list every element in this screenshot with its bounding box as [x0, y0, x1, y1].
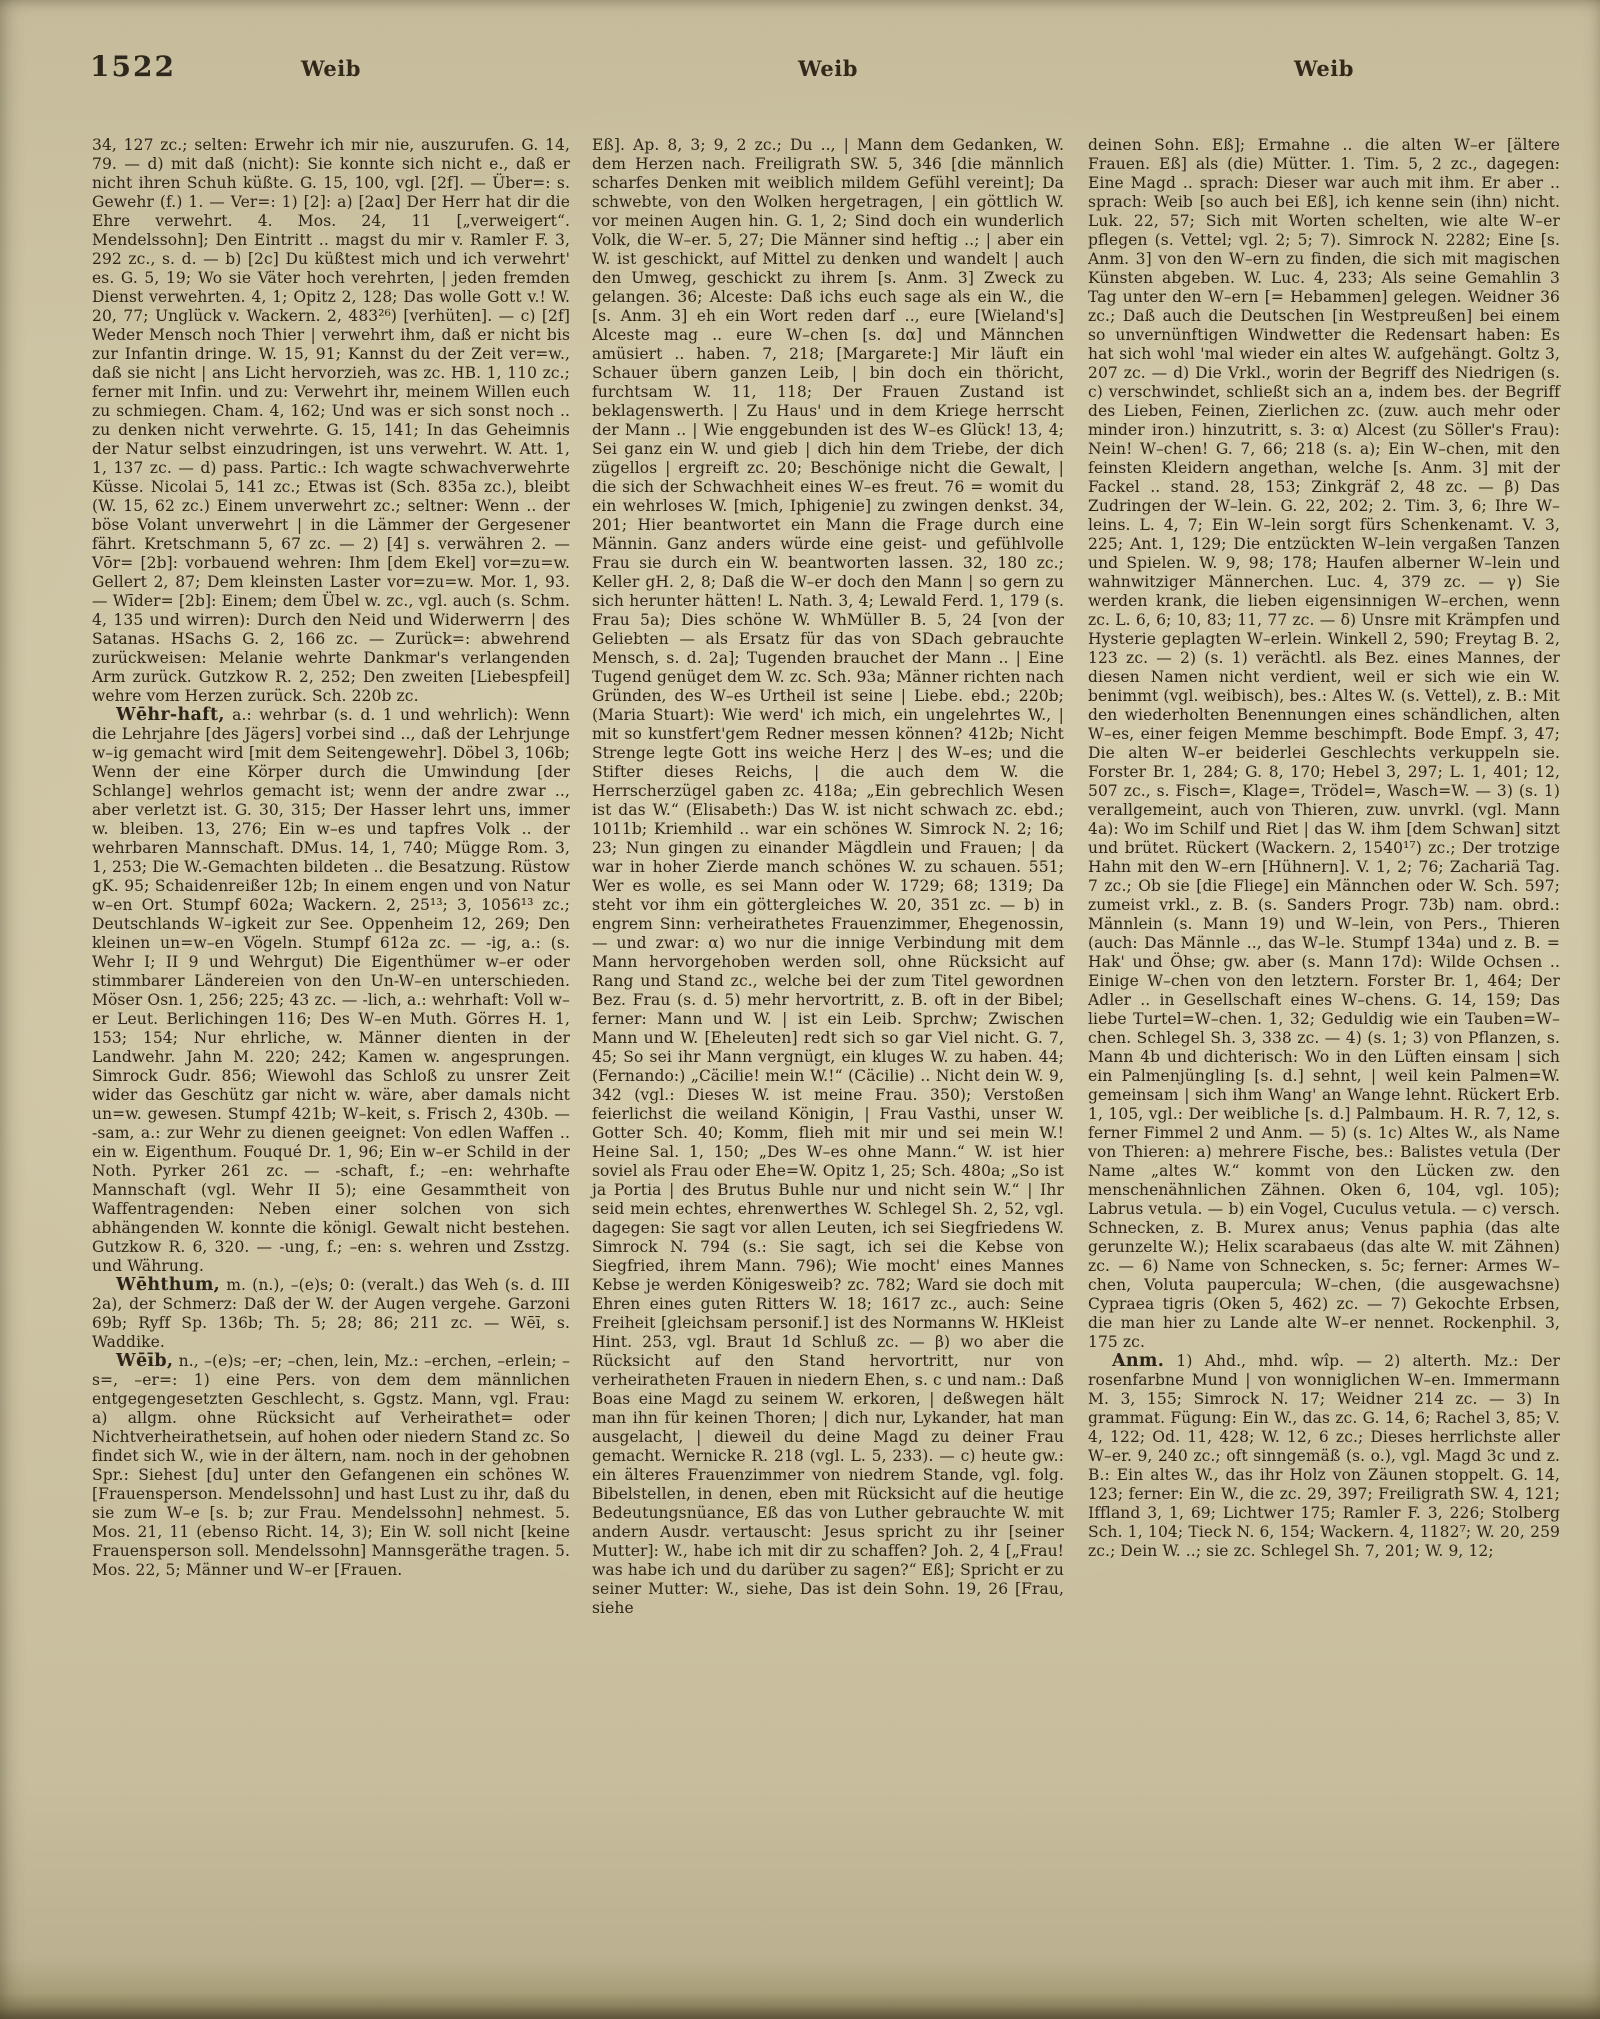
- page-bottom-edge-shadow: [0, 1993, 1600, 2019]
- paragraph: Wēhr-haft, a.: wehrbar (s. d. 1 und wehrlich): Wenn die Lehrjahre [des Jägers] vorbei sind .., daß der Lehrjunge w–ig gemacht wird [mit dem Seitengewehr]. Döbel 3, 106b; Wenn der eine Körper durch die Umwindung [der Schlange] wehrlos gemacht ist; wenn der andre zwar .., aber verletzt ist. G. 30, 315; Der Hasser lehrt uns, immer w. bleiben. 13, 276; Ein w–es und tapfres Volk .. der wehrbaren Mannschaft. DMus. 14, 1, 740; Mügge Rom. 3, 1, 253; Die W.-Gemachten bildeten .. die Besatzung. Rüstow gK. 95; Schaidenreißer 12b; In einem engen und von Natur w–en Ort. Stumpf 602a; Wackern. 2, 25¹³; 3, 1056¹³ zc.; Deutschlands W–igkeit zur See. Oppenheim 12, 269; Den kleinen un=w–en Vögeln. Stumpf 612a zc. — -ig, a.: (s. Wehr I; II 9 und Wehrgut) Die Eigenthümer w–er oder stimmbarer Ländereien von den Un-W–en unterschieden. Möser Osn. 1, 256; 225; 43 zc. — -lich, a.: wehrhaft: Voll w–er Leut. Berlichingen 116; Des W–en Muth. Görres H. 1, 153; 154; Nur ehrliche, w. Männer dienten in der Landwehr. Jahn M. 220; 242; Kamen w. angesprungen. Simrock Gudr. 856; Wiewohl das Schloß zu unsrer Zeit wider das Geschütz gar nicht w. wäre, aber damals nicht un=w. gewesen. Stumpf 421b; W–keit, s. Frisch 2, 430b. — -sam, a.: zur Wehr zu dienen geeignet: Von edlen Waffen .. ein w. Eigenthum. Fouqué Dr. 1, 96; Ein w–er Schild in der Noth. Pyrker 261 zc. — -schaft, f.; –en: wehrhafte Mannschaft (vgl. Wehr II 5); eine Gesammtheit von Waffentragenden: Neben einer solchen von sich abhängenden W. konnte die königl. Gewalt nicht bestehen. Gutzkow R. 6, 320. — -ung, f.; –en: s. wehren und Zsstzg. und Währung.: [92, 705, 570, 1275]
- entry-headword: Anm.: [1112, 1351, 1165, 1371]
- paragraph: 34, 127 zc.; selten: Erwehr ich mir nie, auszurufen. G. 14, 79. — d) mit daß (nicht): Sie konnte sich nicht e., daß er nicht ihren Schuh küßte. G. 15, 100, vgl. [2f]. — Über=: s. Gewehr (f.) 1. — Ver=: 1) [2]: a) [2aα] Der Herr hat dir die Ehre verwehrt. 4. Mos. 24, 11 [„verweigert“. Mendelssohn]; Den Eintritt .. magst du mir v. Ramler F. 3, 292 zc., s. d. — b) [2c] Du küßtest mich und ich verwehrt' es. G. 5, 19; Wo sie Väter hoch verehrten, | jeden fremden Dienst verwehrten. 4, 1; Opitz 2, 128; Das wolle Gott v.! W. 20, 77; Unglück v. Wackern. 2, 483²⁶) [verhüten]. — c) [2f] Weder Mensch noch Thier | verwehrt ihm, daß er nicht bis zur Infantin dringe. W. 15, 91; Kannst du der Zeit ver=w., daß sie nicht | ans Licht hervorzieh, was zc. HB. 1, 110 zc.; ferner mit Infin. und zu: Verwehrt ihr, meinem Willen euch zu schmiegen. Cham. 4, 162; Und was er sich sonst noch .. zu denken nicht verwehrte. G. 15, 141; In das Geheimnis der Natur selbst einzudringen, ist uns verwehrt. W. Att. 1, 1, 137 zc. — d) pass. Partic.: Ich wagte schwachverwehrte Küsse. Nicolai 5, 141 zc.; Etwas ist (Sch. 835a zc.), bleibt (W. 15, 62 zc.) Einem unverwehrt zc.; seltner: Wenn .. der böse Volant unverwehrt | in die Lämmer der Gergesener fährt. Kretschmann 5, 67 zc. — 2) [4] s. verwähren 2. — Vōr= [2b]: vorbauend wehren: Ihm [dem Ekel] vor=zu=w. Gellert 2, 87; Dem kleinsten Laster vor=zu=w. Mor. 1, 93. — Wīder= [2b]: Einem; dem Übel w. zc., vgl. auch (s. Schm. 4, 135 und wirren): Durch den Neid und Widerwerrn | des Satanas. HSachs G. 2, 166 zc. — Zurück=: abwehrend zurückweisen: Melanie wehrte Dankmar's verlangenden Arm zurück. Gutzkow R. 2, 252; Den zweiten [Liebespfeil] wehre vom Herzen zurück. Sch. 220b zc.: [92, 136, 570, 705]
- text-column-3: [1088, 136, 1560, 1561]
- page-number: 1522: [90, 50, 176, 83]
- entry-headword: Wēhthum,: [116, 1275, 221, 1295]
- text-column-2: [592, 136, 1064, 1618]
- paragraph: Wēīb, n., –(e)s; –er; –chen, lein, Mz.: –erchen, –erlein; –s=, –er=: 1) eine Pers. von dem dem männlichen entgegengesetzten Geschlecht, s. Ggstz. Mann, vgl. Frau: a) allgm. ohne Rücksicht auf Verheirathet= oder Nichtverheirathetsein, auf hohen oder niedern Stand zc. So findet sich W., wie in der ältern, nam. noch in der gehobnen Spr.: Siehest [du] unter den Gefangenen ein schönes W. [Frauensperson. Mendelssohn] und hast Lust zu ihr, daß du sie zum W–e [s. b; zur Frau. Mendelssohn] nehmest. 5. Mos. 21, 11 (ebenso Richt. 14, 3); Ein W. soll nicht [keine Frauensperson soll. Mendelssohn] Mannsgeräthe tragen. 5. Mos. 22, 5; Männer und W–er [Frauen.: [92, 1351, 570, 1579]
- running-head-column-3: Weib: [1294, 56, 1354, 81]
- entry-headword: Wēhr-haft,: [116, 705, 225, 725]
- paragraph: Eß]. Ap. 8, 3; 9, 2 zc.; Du .., | Mann dem Gedanken, W. dem Herzen nach. Freiligrath SW. 5, 346 [die männlich scharfes Denken mit weiblich mildem Gefühl vereint]; Da schwebte, von den Wolken hergetragen, | ein göttlich W. vor meinen Augen hin. G. 1, 2; Sind doch ein wunderlich Volk, die W–er. 5, 27; Die Männer sind heftig ..; | aber ein W. ist geschickt, auf Mittel zu denken und wandelt | auch den Umweg, geschickt zu ihrem [s. Anm. 3] Zweck zu gelangen. 36; Alceste: Daß ichs euch sage als ein W., die [s. Anm. 3] eh ein Wort reden darf .., eure [Wieland's] Alceste mag .. eure W–chen [s. dα] und Männchen amüsiert .. haben. 7, 218; [Margarete:] Mir läuft ein Schauer übern ganzen Leib, | bin doch ein thöricht, furchtsam W. 11, 118; Der Frauen Zustand ist beklagenswerth. | Zu Haus' und in dem Kriege herrscht der Mann .. | Wie enggebunden ist des W–es Glück! 13, 4; Sei ganz ein W. und gieb | dich hin dem Triebe, der dich zügellos | ergreift zc. 20; Beschönige nicht die Gewalt, | die sich der Schwachheit eines W–es freut. 76 = womit du ein wehrloses W. [mich, Iphigenie] zu zwingen denkst. 34, 201; Hier beantwortet ein Mann die Frage durch eine Männin. Ganz anders würde eine geist- und gefühlvolle Frau sie durch ein W. beantworten lassen. 32, 180 zc.; Keller gH. 2, 8; Daß die W–er doch den Mann | so gern zu sich herunter hätten! L. Nath. 3, 4; Lewald Ferd. 1, 179 (s. Frau 5a); Dies schöne W. WhMüller B. 5, 24 [von der Geliebten — als Ersatz für das von SDach gebrauchte Mensch, s. d. 2a]; Tugenden brauchet der Mann .. | Eine Tugend genüget dem W. zc. Sch. 93a; Männer richten nach Gründen, des W–es Urtheil ist seine | Liebe. ebd.; 220b; (Maria Stuart): Wie werd' ich mich, ein ungelehrtes W., | mit so kunstfert'gem Redner messen können? 412b; Nicht Strenge legte Gott ins weiche Herz | des W–es; und die Stifter dieses Reichs, | die auch dem W. die Herrscherzügel gaben zc. 418a; „Ein gebrechlich Wesen ist das W.“ (Elisabeth:) Das W. ist nicht schwach zc. ebd.; 1011b; Kriemhild .. war ein schönes W. Simrock N. 2; 16; 23; Nun gingen zu einander Mägdlein und Frauen; | da war in hoher Zierde manch schönes W. zu schauen. 551; Wer es wolle, es sei Mann oder W. 1729; 68; 1319; Da steht vor ihm ein göttergleiches W. 20, 351 zc. — b) in engrem Sinn: verheirathetes Frauenzimmer, Ehegenossin, — und zwar: α) wo nur die innige Verbindung mit dem Mann hervorgehoben werden soll, ohne Rücksicht auf Rang und Stand zc., welche bei der zum Titel gewordnen Bez. Frau (s. d. 5) mehr hervortritt, z. B. oft in der Bibel; ferner: Mann und W. | ist ein Leib. Sprchw; Zwischen Mann und W. [Eheleuten] redt sich so gar Viel nicht. G. 7, 45; So sei ihr Mann vergnügt, ein kluges W. zu haben. 44; (Fernando:) „Cäcilie! mein W.!“ (Cäcilie) .. Nicht dein W. 9, 342 (vgl.: Dieses W. ist meine Frau. 350); Verstoßen feierlichst die weiland Königin, | Frau Vasthi, unser W. Gotter Sch. 40; Komm, flieh mit mir und sei mein W.! Heine Sal. 1, 150; „Des W–es ohne Mann.“ W. ist hier soviel als Frau oder Ehe=W. Opitz 1, 25; Sch. 480a; „So ist ja Portia | des Brutus Buhle nur und nicht sein W.“ | Ihr seid mein echtes, ehrenwerthes W. Schlegel Sh. 2, 52, vgl. dagegen: Sie sagt vor allen Leuten, ich sei Siegfriedens W. Simrock N. 794 (s.: Sie sagt, ich sei die Kebse von Siegfried, ihrem Mann. 796); Wie mocht' eines Mannes Kebse je werden Königesweib? zc. 782; Ward sie doch mit Ehren eines guten Ritters W. 18; 1617 zc., auch: Seine Freiheit [gleichsam personif.] ist des Normanns W. HKleist Hint. 253, vgl. Braut 1d Schluß zc. — β) wo aber die Rücksicht auf den Stand hervortritt, nur von verheiratheten Frauen in niedern Ehen, s. c und nam.: Daß Boas eine Magd zu seinem W. erkoren, | deßwegen hält man ihn für keinen Thoren; | dich nur, Lykander, hat man ausgelacht, | dieweil du deine Magd zu deiner Frau gemacht. Wernicke R. 218 (vgl. L. 5, 233). — c) heute gw.: ein älteres Frauenzimmer von niedrem Stande, vgl. folg. Bibelstellen, in denen, eben mit Rücksicht auf die heutige Bedeutungsnüance, Eß das von Luther gebrauchte W. mit andern Ausdr. vertauscht: Jesus spricht zu ihr [seiner Mutter]: W., habe ich mit dir zu schaffen? Joh. 2, 4 [„Frau! was habe ich und du darüber zu sagen?“ Eß]; Spricht er zu seiner Mutter: W., siehe, Das ist dein Sohn. 19, 26 [Frau, siehe: [592, 136, 1064, 1617]
- paragraph: deinen Sohn. Eß]; Ermahne .. die alten W–er [ältere Frauen. Eß] als (die) Mütter. 1. Tim. 5, 2 zc., dagegen: Eine Magd .. sprach: Dieser war auch mit ihm. Er aber .. sprach: Weib [so auch bei Eß], ich kenne sein (ihn) nicht. Luk. 22, 57; Sich mit Worten schelten, wie alte W–er pflegen (s. Vettel; vgl. 2; 5; 7). Simrock N. 2282; Eine [s. Anm. 3] von den W–ern zu finden, die sich mit magischen Künsten abgeben. W. Luc. 4, 233; Als seine Gemahlin 3 Tag unter den W–ern [= Hebammen] gelegen. Weidner 36 zc.; Daß auch die Deutschen [in Westpreußen] bei einem so unvernünftigen Windwetter die Redensart haben: Es hat sich wohl 'mal wieder ein altes W. aufgehängt. Goltz 3, 207 zc. — d) Die Vrkl., worin der Begriff des Niedrigen (s. c) verschwindet, schließt sich an a, indem bes. der Begriff des Lieben, Feinen, Zierlichen zc. (zuw. auch mehr oder minder iron.) hinzutritt, s. 3: α) Alcest (zu Söller's Frau): Nein! W–chen! G. 7, 66; 218 (s. a); Ein W–chen, mit den feinsten Kleidern angethan, welche [s. Anm. 3] mit der Fackel .. stand. 28, 153; Zinkgräf 2, 48 zc. — β) Das Zudringen der W–lein. G. 22, 202; 2. Tim. 3, 6; Ihre W–leins. L. 4, 7; Ein W–lein sorgt fürs Schenkenamt. V. 3, 225; Ant. 1, 129; Die entzückten W–lein vergaßen Tanzen und Spielen. W. 9, 98; 178; Haufen alberner W–lein und wahnwitziger Männerchen. Luc. 4, 379 zc. — γ) Sie werden krank, die lieben eigensinnigen W–erchen, wenn zc. L. 6, 6; 10, 83; 11, 77 zc. — δ) Unsre mit Krämpfen und Hysterie geplagten W–erlein. Winkell 2, 590; Freytag B. 2, 123 zc. — 2) (s. 1) verächtl. als Bez. eines Mannes, der diesen Namen nicht verdient, weil er sich wie ein W. benimmt (vgl. weibisch), bes.: Altes W. (s. Vettel), z. B.: Mit den wiederholten Benennungen eines schändlichen, alten W–es, einer feigen Memme beschimpft. Bode Empf. 3, 47; Die alten W–er beiderlei Geschlechts verkuppeln sie. Forster Br. 1, 284; G. 8, 170; Hebel 3, 297; L. 1, 401; 12, 507 zc., s. Fisch=, Klage=, Trödel=, Wasch=W. — 3) (s. 1) verallgemeint, auch von Thieren, zuw. unvrkl. (vgl. Mann 4a): Wo im Schilf und Riet | das W. ihm [dem Schwan] sitzt und brütet. Rückert (Wackern. 2, 1540¹⁷) zc.; Der trotzige Hahn mit den W–ern [Hühnern]. V. 1, 2; 76; Zachariä Tag. 7 zc.; Ob sie [die Fliege] ein Männchen oder W. Sch. 597; zumeist vrkl., z. B. (s. Sanders Progr. 73b) nam. obrd.: Männlein (s. Mann 19) und W–lein, von Pers., Thieren (auch: Das Männle .., das W–le. Stumpf 134a) und z. B. = Hak' und Öhse; gw. aber (s. Mann 17d): Wilde Ochsen .. Einige W–chen von den letztern. Forster Br. 1, 464; Der Adler .. in Gesellschaft eines W–chens. G. 14, 159; Das liebe Turtel=W–chen. 1, 32; Geduldig wie ein Tauben=W–chen. Schlegel Sh. 3, 338 zc. — 4) (s. 1; 3) von Pflanzen, s. Mann 4b und dichterisch: Wo in den Lüften einsam | sich ein Palmenjüngling [s. d.] sehnt, | weil kein Palmen=W. gemeinsam | sich ihm Wang' an Wange lehnt. Rückert Erb. 1, 105, vgl.: Der weibliche [s. d.] Palmbaum. H. R. 7, 12, s. ferner Fimmel 2 und Anm. — 5) (s. 1c) Altes W., als Name von Thieren: a) mehrere Fische, bes.: Balistes vetula (Der Name „altes W.“ kommt von den Lücken zw. den menschenähnlichen Zähnen. Oken 6, 104, vgl. 105); Labrus vetula. — b) ein Vogel, Cuculus vetula. — c) versch. Schnecken, z. B. Murex anus; Venus paphia (das alte gerunzelte W.); Helix scarabaeus (das alte W. mit Zähnen) zc. — 6) Name von Schnecken, s. 5c; ferner: Armes W–chen, Voluta paupercula; W–chen, (die ausgewachsne) Cypraea tigris (Oken 5, 462) zc. — 7) Gekochte Erbsen, die man hier zu Lande alte W–er nennet. Rockenphil. 3, 175 zc.: [1088, 136, 1560, 1351]
- paragraph: Wēhthum, m. (n.), –(e)s; 0: (veralt.) das Weh (s. d. III 2a), der Schmerz: Daß der W. der Augen vergehe. Garzoni 69b; Ryff Sp. 136b; Th. 5; 28; 86; 211 zc. — Wēī, s. Waddike.: [92, 1275, 570, 1351]
- running-head-column-2: Weib: [798, 56, 858, 81]
- paragraph: Anm. 1) Ahd., mhd. wîp. — 2) alterth. Mz.: Der rosenfarbne Mund | von wonniglichen W–en. Immermann M. 3, 155; Simrock N. 17; Weidner 214 zc. — 3) In grammat. Fügung: Ein W., das zc. G. 14, 6; Rachel 3, 85; V. 4, 122; Od. 11, 428; W. 12, 6 zc.; Dieses herrlichste aller W–er. 9, 240 zc.; oft sinngemäß (s. o.), vgl. Magd 3c und z. B.: Ein altes W., das ihr Holz von Zäunen stoppelt. G. 14, 123; ferner: Ein W., die zc. 29, 397; Freiligrath SW. 4, 121; Iffland 3, 1, 69; Lichtwer 175; Ramler F. 3, 226; Stolberg Sch. 1, 104; Tieck N. 6, 154; Wackern. 4, 1182⁷; W. 20, 259 zc.; Dein W. ..; sie zc. Schlegel Sh. 7, 201; W. 9, 12;: [1088, 1351, 1560, 1560]
- running-head-column-1: Weib: [301, 56, 361, 81]
- entry-headword: Wēīb,: [116, 1351, 174, 1371]
- text-column-1: [92, 136, 570, 1580]
